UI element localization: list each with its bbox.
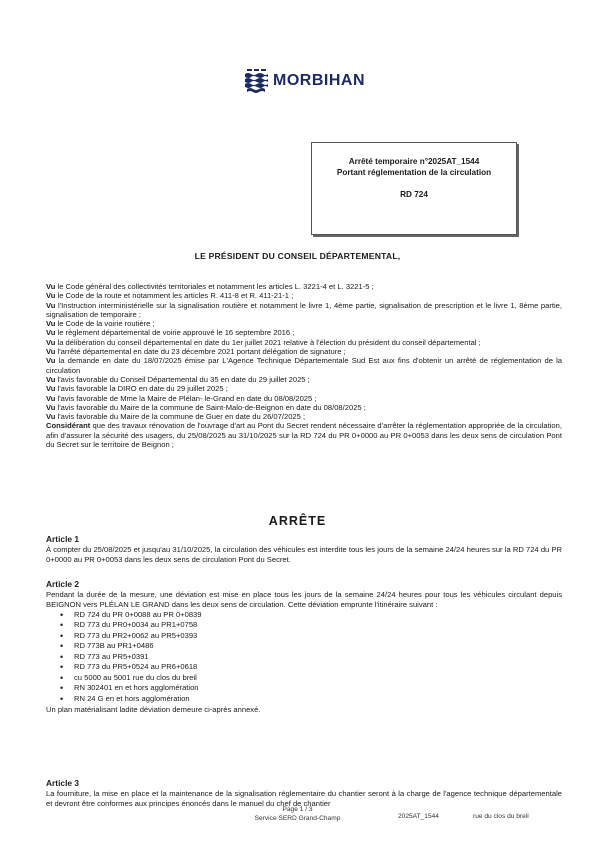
article-heading: Article 3 (46, 778, 80, 788)
decree-road: RD 724 (400, 190, 428, 199)
department-logo (244, 66, 365, 96)
visa-item: Vu l'avis favorable de Mme la Maire de Plélan- le-Grand en date du 08/08/2025 ; (46, 393, 317, 403)
page-number: Page 1 / 3 (282, 806, 313, 813)
considerant-item: Considérant que des travaux rénovation de l'ouvrage d'art au Pont du Secret rendent nécessaire d'arrêter la réglementation appropriée de la circulation, afin d'assurer la sécurité des usagers, du 25/08/2025 au 31/10/2025 sur la RD 724 du PR 0+0000 au PR 0+0053 dans les deux sens de circulation Pont du Secret sur le territoire de Beignon ; (46, 421, 562, 450)
list-item: • RD 724 du PR 0+0088 au PR 0+0839 (70, 610, 562, 621)
visa-item: Vu l'avis favorable du Maire de la commune de Guer en date du 26/07/2025 ; (46, 412, 306, 422)
list-item: • RN 302401 en et hors agglomération (70, 683, 562, 694)
list-item: • RD 773B au PR1+0486 (70, 641, 562, 652)
footer-road: rue du clos du breil (473, 813, 529, 820)
footer-service: Service SERD Grand-Champ (254, 815, 341, 822)
decree-title-box (311, 142, 517, 235)
decree-number: Arrêté temporaire n°2025AT_1544 (348, 157, 480, 166)
article-heading: Article 2 (46, 579, 80, 589)
list-item: • RD 773 au PR5+0391 (70, 652, 562, 663)
logo-text: MORBIHAN (273, 72, 365, 89)
article-heading: Article 1 (46, 534, 80, 544)
decree-subject: Portant réglementation de la circulation (336, 168, 492, 177)
article-text: Pendant la durée de la mesure, une déviation est mise en place tous les jours de la semaine 24/24 heures pour tous les véhicules circulant depuis BEIGNON vers PLÉLAN LE GRAND dans les deux sens de circulation. Cette déviation emprunte l'itinéraire suivant : (46, 590, 562, 609)
article-closing: Un plan matérialisant ladite déviation demeure ci-après annexé. (46, 705, 261, 715)
visa-item: Vu le Code de la route et notamment les articles R. 411-8 et R. 411-21-1 ; (46, 291, 294, 301)
visa-item: Vu l'avis favorable du Maire de la commune de Saint-Malo-de-Beignon en date du 08/08/2025 ; (46, 402, 366, 412)
list-item: • RD 773 du PR2+0062 au PR5+0393 (70, 631, 562, 642)
visas-list (46, 282, 562, 449)
visa-item: Vu le Code de la voirie routière ; (46, 319, 155, 329)
visa-item: Vu l'avis favorable la DIRO en date du 29 juillet 2025 ; (46, 384, 228, 394)
article-text: La fourniture, la mise en place et la maintenance de la signalisation réglementaire du chantier seront à la charge de l'agence technique départementale et devront être conformes aux principes énoncés dans le manuel du chef de chantier (46, 789, 562, 808)
article-1 (46, 535, 562, 564)
article-3 (46, 779, 562, 808)
ermine-waves-icon (244, 68, 268, 94)
list-item: • cu 5000 au 5001 rue du clos du breil (70, 673, 562, 684)
visa-item: Vu le Code général des collectivités territoriales et notamment les articles L. 3221-4 et L. 3221-5 ; (46, 282, 374, 291)
visa-item: Vu l'Instruction interministérielle sur la signalisation routière et notamment le livre 1, 4ème partie, signalisation de prescription et le livre 1, 8ème partie, signalisation de temporaire ; (46, 300, 562, 319)
footer-reference: 2025AT_1544 (398, 813, 439, 820)
list-item: • RN 24 G en et hors agglomération (70, 694, 562, 705)
list-item: • RD 773 du PR5+0524 au PR6+0618 (70, 662, 562, 673)
article-text: À compter du 25/08/2025 et jusqu'au 31/10/2025, la circulation des véhicules est interdite tous les jours de la semaine 24/24 heures sur la RD 724 du PR 0+0000 au PR 0+0053 dans les deux sens de circulation Pont du Secret. (46, 545, 562, 564)
article-2 (46, 580, 562, 715)
detour-route-list (46, 610, 562, 705)
visa-item: Vu la délibération du conseil départemental en date du 1er juillet 2021 relative à l'élection du président du conseil départemental ; (46, 337, 481, 347)
visa-item: Vu l'arrêté départemental en date du 23 décembre 2021 portant délégation de signature ; (46, 347, 346, 357)
arrete-heading: ARRÊTE (268, 514, 327, 528)
president-heading: LE PRÉSIDENT DU CONSEIL DÉPARTEMENTAL, (194, 251, 401, 261)
visa-item: Vu la demande en date du 18/07/2025 émise par L'Agence Technique Départementale Sud Est aux fins d'obtenir un arrêté de réglementation de la circulation (46, 356, 562, 375)
list-item: • RD 773 du PR0+0034 au PR1+0758 (70, 620, 562, 631)
visa-item: Vu le règlement départemental de voirie approuvé le 16 septembre 2016 ; (46, 328, 295, 338)
visa-item: Vu l'avis favorable du Conseil Départemental du 35 en date du 29 juillet 2025 ; (46, 374, 310, 384)
